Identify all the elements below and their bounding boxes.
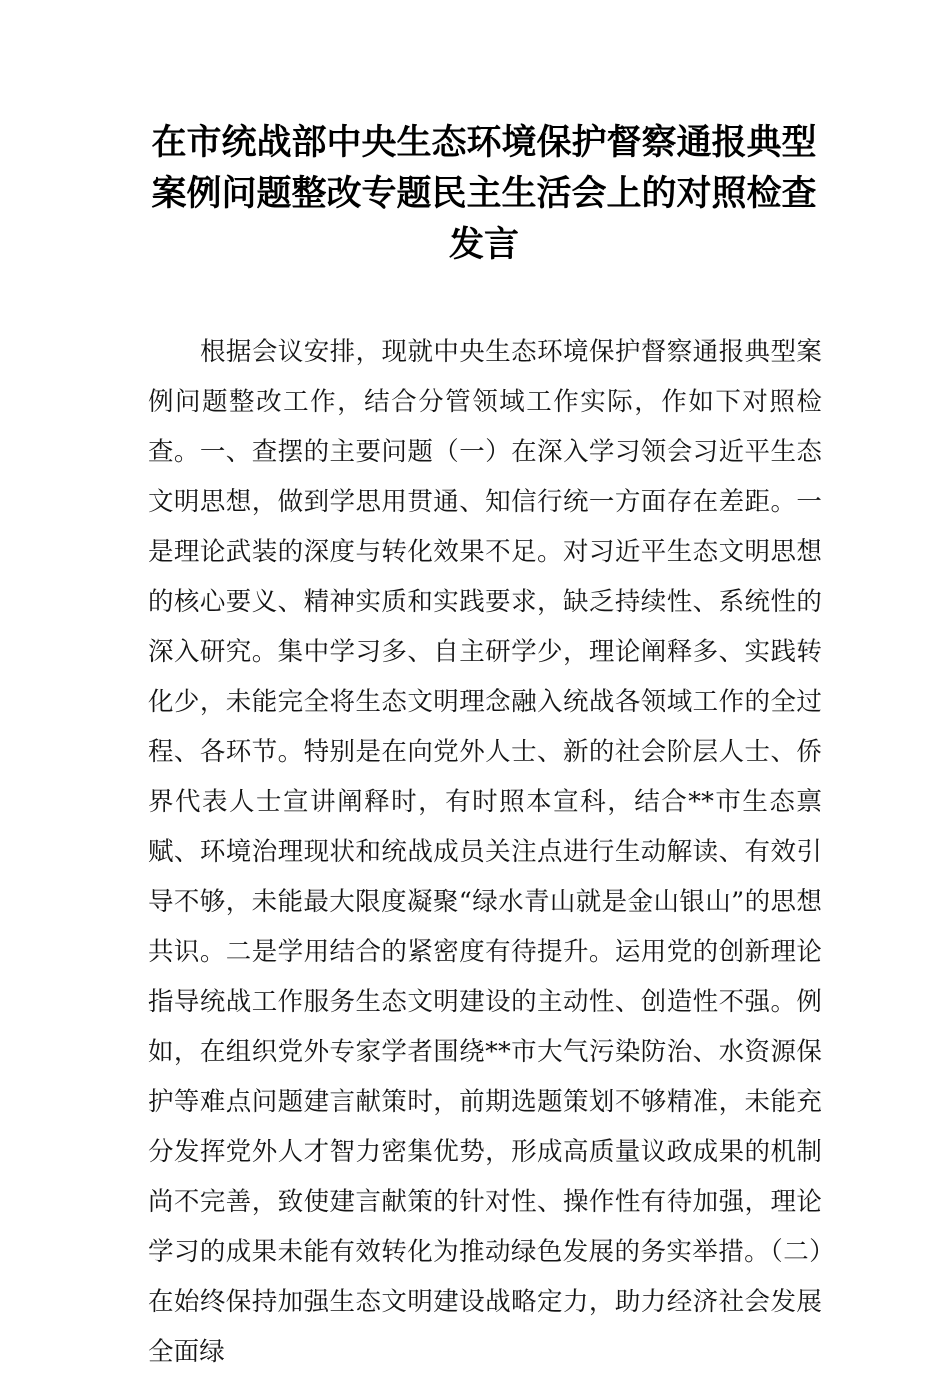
document-title: 在市统战部中央生态环境保护督察通报典型案例问题整改专题民主生活会上的对照检查发言 [151, 123, 817, 265]
body-paragraph: 根据会议安排，现就中央生态环境保护督察通报典型案例问题整改工作，结合分管领域工作实际，作如下对照检查。一、查摆的主要问题（一）在深入学习领会习近平生态文明思想，做到学思用贯通、知信行统一方面存在差距。一是理论武装的深度与转化效果不足。对习近平生态文明思想的核心要义、精神实质和实践要求，缺乏持续性、系统性的深入研究。集中学习多、自主研学少，理论阐释多、实践转化少，未能完全将生态文明理念融入统战各领域工作的全过程、各环节。特别是在向党外人士、新的社会阶层人士、侨界代表人士宣讲阐释时，有时照本宣科，结合**市生态禀赋、环境治理现状和统战成员关注点进行生动解读、有效引导不够，未能最大限度凝聚“绿水青山就是金山银山”的思想共识。二是学用结合的紧密度有待提升。运用党的创新理论指导统战工作服务生态文明建设的主动性、创造性不强。例如，在组织党外专家学者围绕**市大气污染防治、水资源保护等难点问题建言献策时，前期选题策划不够精准，未能充分发挥党外人才智力密集优势，形成高质量议政成果的机制尚不完善，致使建言献策的针对性、操作性有待加强，理论学习的成果未能有效转化为推动绿色发展的务实举措。（二）在始终保持加强生态文明建设战略定力，助力经济社会发展全面绿 [148, 337, 822, 1367]
document-body [148, 327, 822, 1377]
